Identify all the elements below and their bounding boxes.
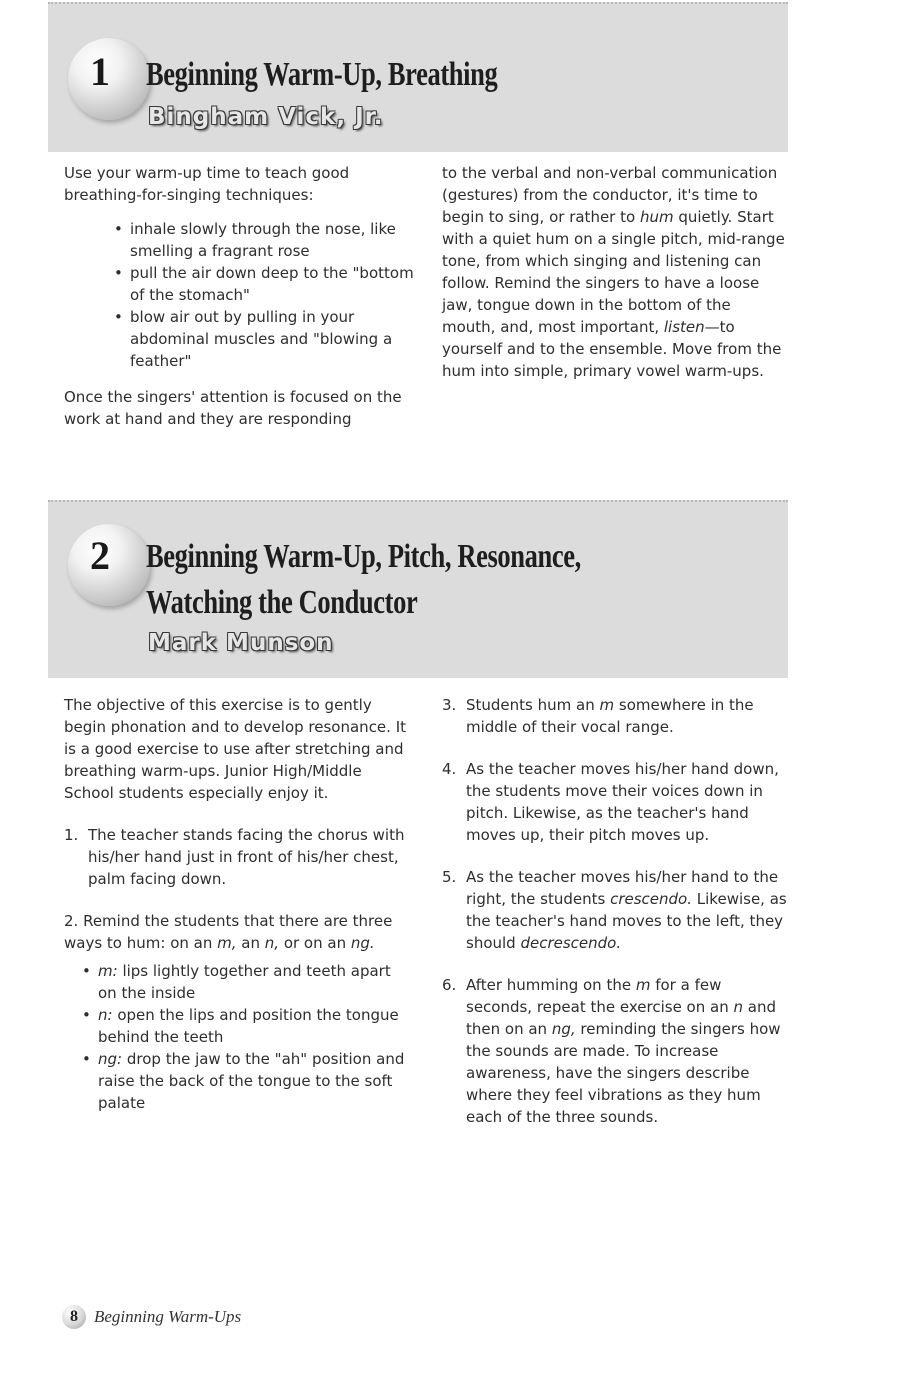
body-paragraph: to the verbal and non-verbal communication (gestures) from the conductor, it's time to begin to sing, or rather to hum quietly. Start with a quiet hum on a single pitch, mid-range tone, from which singing and listening can follow. Remind the singers to have a loose jaw, tongue down in the bottom of the mouth, and, most important, listen—to yourself and to the ensemble. Move from the hum into simple, primary vowel warm-ups. [442,164,785,380]
section-number: 2 [90,533,110,578]
list-item: 2. Remind the students that there are three ways to hum: on an m, an n, or on an ng. [64,912,393,952]
list-item: • blow air out by pulling in your abdominal muscles and "blowing a feather" [114,306,414,372]
body-paragraph: Once the singers' attention is focused on the work at hand and they are responding [64,388,402,428]
hum-list [82,960,414,1114]
section-1-header [48,2,788,152]
page-footer [62,1303,241,1331]
section-title: Beginning Warm-Up, Breathing [146,56,498,93]
list-item: • m: lips lightly together and teeth apart on the inside [82,960,414,1004]
running-title: Beginning Warm-Ups [94,1307,242,1326]
list-item: 1. The teacher stands facing the chorus with his/her hand just in front of his/her chest, palm facing down. [64,826,405,888]
list-item: 6. After humming on the m for a few seconds, repeat the exercise on an n and then on an ng, reminding the singers how the sounds are made. To increase awareness, have the singers describe where they feel vibrations as they hum each of the three sounds. [442,976,781,1126]
intro-paragraph: Use your warm-up time to teach good breathing-for-singing techniques: [64,164,350,204]
section-title: Beginning Warm-Up, Pitch, Resonance, Watching the Conductor [146,538,581,621]
list-item: 4. As the teacher moves his/her hand down, the students move their voices down in pitch. Likewise, as the teacher's hand moves up, their pitch moves up. [442,760,779,844]
section-author: Bingham Vick, Jr. [148,104,384,130]
list-item: • pull the air down deep to the "bottom of the stomach" [114,262,414,306]
list-item: 3. Students hum an m somewhere in the middle of their vocal range. [442,696,754,736]
section-2-header [48,500,788,678]
list-item: • inhale slowly through the nose, like smelling a fragrant rose [114,218,414,262]
section-author: Mark Munson [148,630,334,656]
list-item: • ng: drop the jaw to the "ah" position and raise the back of the tongue to the soft palate [82,1048,414,1114]
section-2-right-column [442,694,787,1128]
section-1-right-column [442,162,787,382]
page-number: 8 [62,1305,86,1329]
breathing-list [114,218,414,372]
section-number: 1 [90,49,110,94]
list-item: 5. As the teacher moves his/her hand to the right, the students crescendo. Likewise, as the teacher's hand moves to the left, they should decrescendo. [442,868,787,952]
intro-paragraph: The objective of this exercise is to gently begin phonation and to develop resonance. It is a good exercise to use after stretching and breathing warm-ups. Junior High/Middle School students especially enjoy it. [64,696,407,802]
list-item: • n: open the lips and position the tongue behind the teeth [82,1004,414,1048]
section-2-left-column [64,694,414,1114]
section-1-left-column [64,162,414,430]
